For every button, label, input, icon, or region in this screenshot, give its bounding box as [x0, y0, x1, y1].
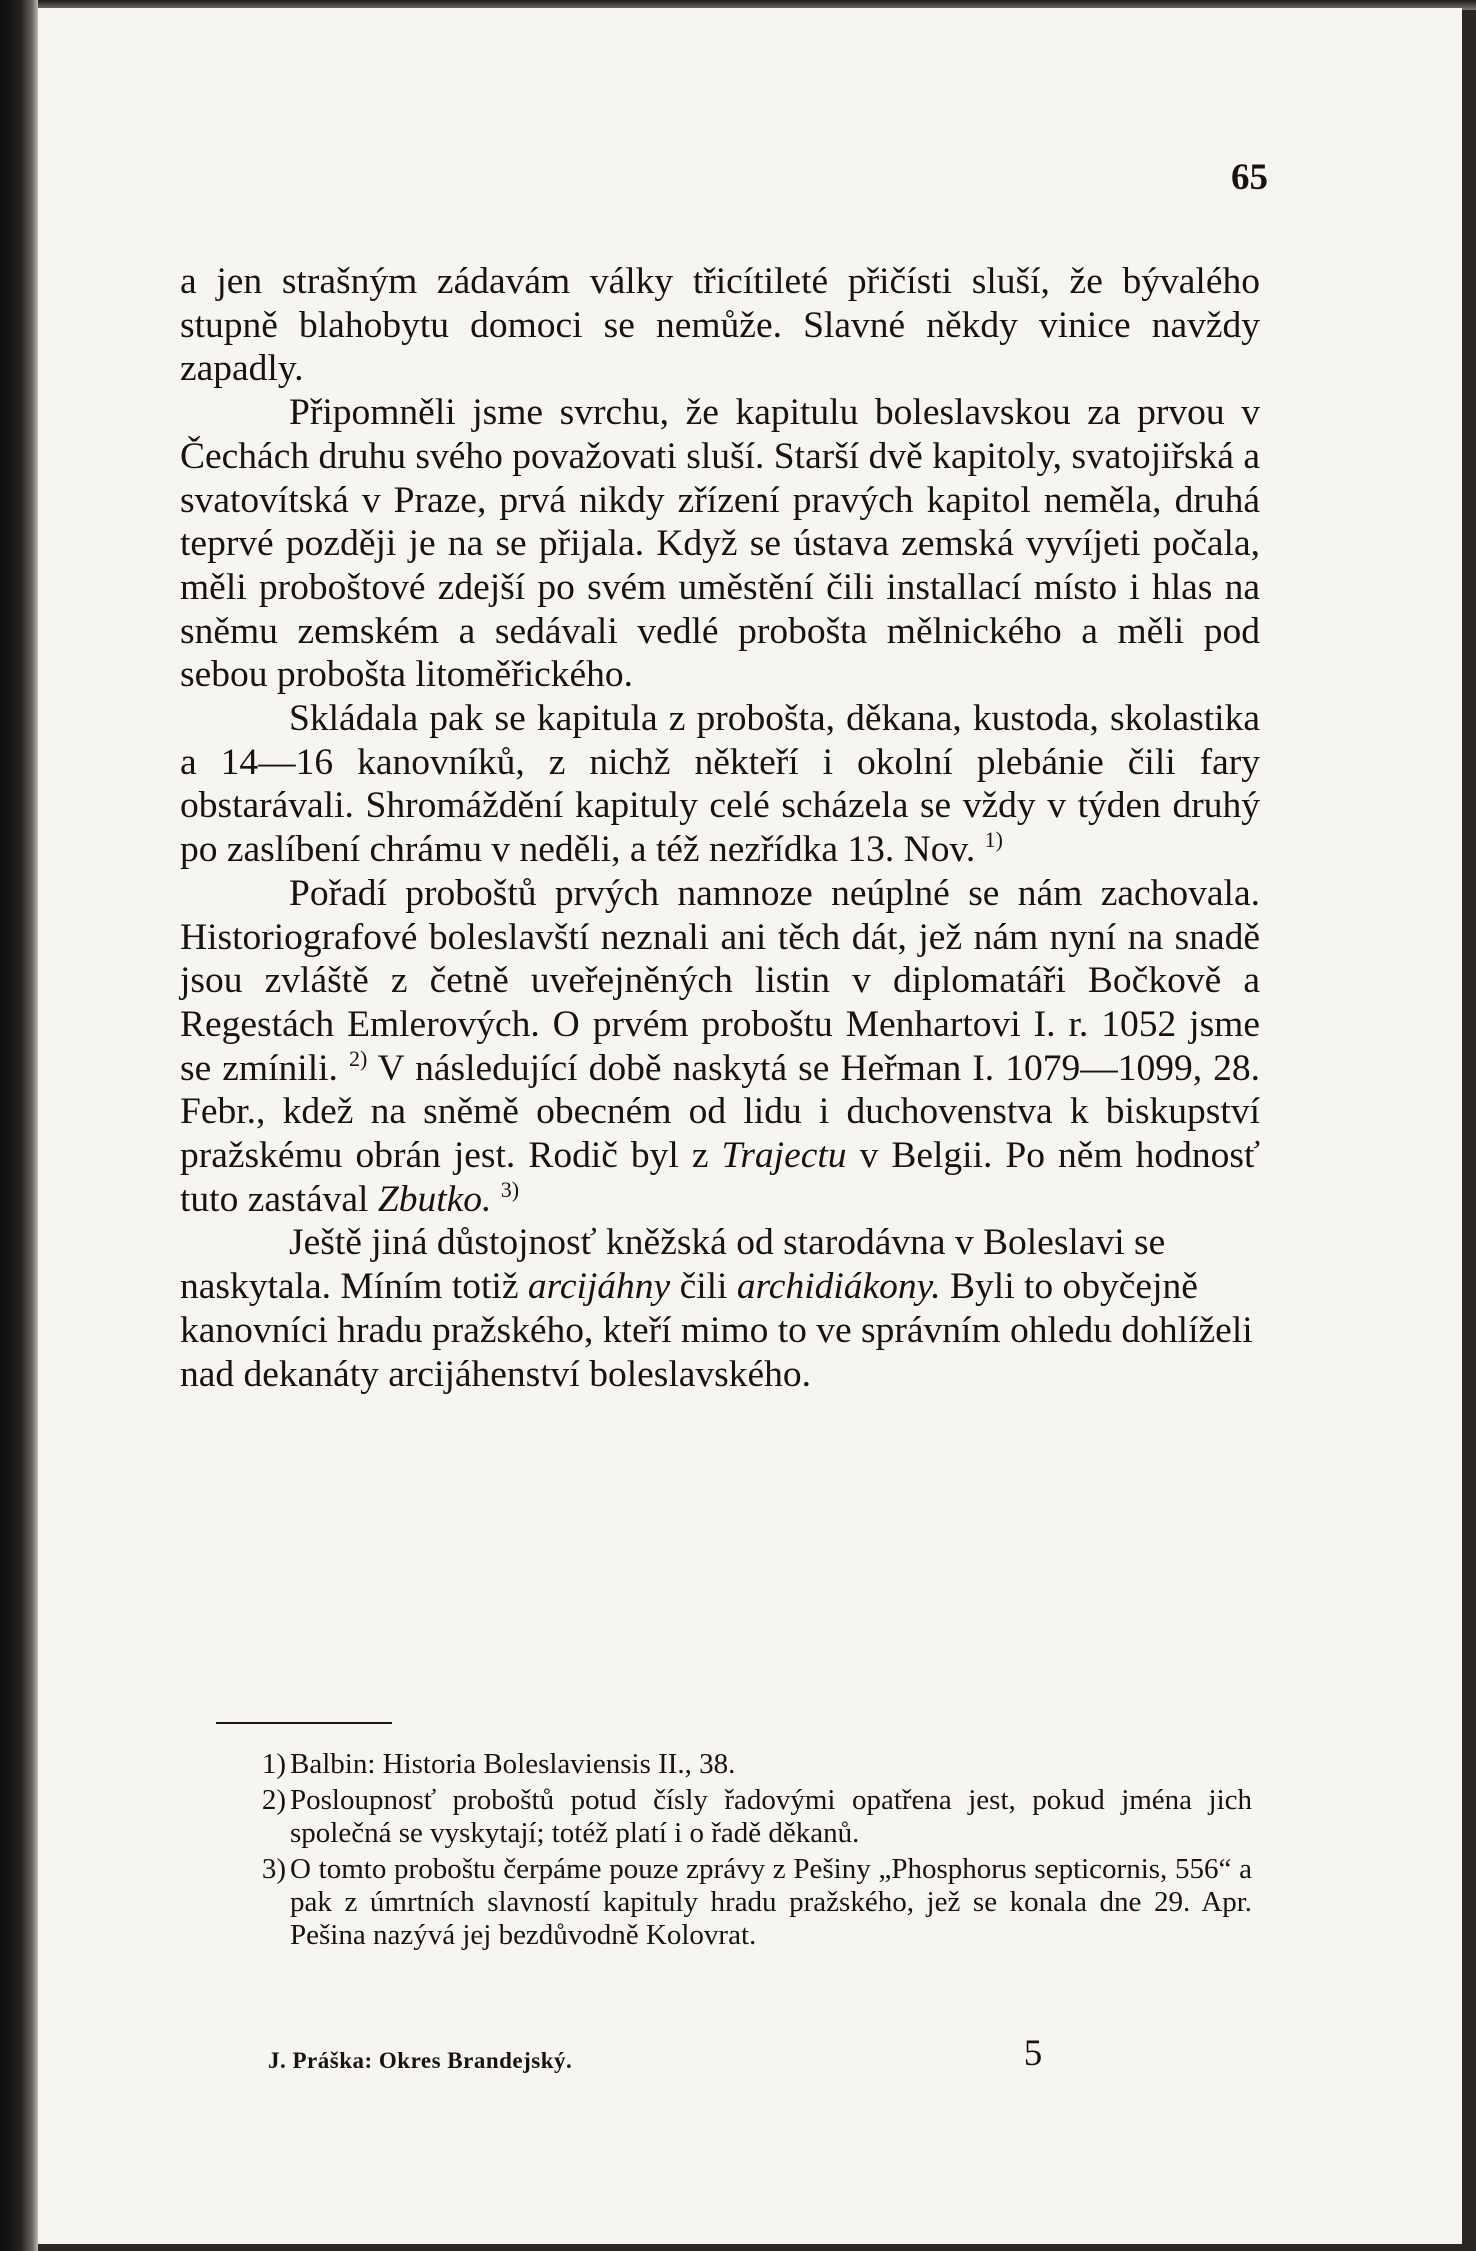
- italic-trajectu: Trajectu: [721, 1135, 847, 1177]
- paragraph-3: [180, 697, 1260, 872]
- paragraph-4-text: Pořadí proboštů prvých namnoze neúplné se nám zachovala. Historiografové boleslavští neznali ani těch dát, jež nám nyní na snadě jsou zvláště z četně uveřejněných listin v diplomatáři Bočkově a Regestách Emlerových. O prvém proboštu Menhartovi I. r. 1052 jsme se zmínili.: [180, 872, 1260, 1089]
- footnotes: [261, 1748, 1252, 1955]
- footnote-1-text: Balbin: Historia Boleslaviensis II., 38.: [290, 1748, 736, 1780]
- footnote-1-marker: 1): [261, 1748, 286, 1780]
- footnote-1: [261, 1748, 1252, 1781]
- paragraph-1-text: a jen strašným zádavám války třicítileté přičísti sluší, že bývalého stupně blahobytu domoci se nemůže. Slavné někdy vinice navždy zapadly.: [180, 261, 1260, 390]
- footnote-2-marker: 2): [261, 1784, 286, 1816]
- paragraph-2: [180, 391, 1260, 697]
- paragraph-4-text-2: V následující době naskytá se Heřman I. 1079—1099, 28. Febr., kdež na sněmě obecném od lidu i duchovenstva k biskupství pražskému obrán jest. Rodič byl z: [180, 1047, 1261, 1177]
- scan-left-edge: [0, 0, 38, 2251]
- paragraph-3-text: Skládala pak se kapitula z probošta, děkana, kustoda, skolastika a 14—16 kanovníků, z nichž někteří i okolní plebánie čili fary obstarávali. Shromáždění kapituly celé scházela se vždy v týden druhý po zaslíbení chrámu v neděli, a též nezřídka 13. Nov.: [180, 698, 1260, 871]
- paragraph-1: [180, 260, 1260, 391]
- book-page: [38, 8, 1462, 2244]
- footnote-3-text: O tomto proboštu čerpáme pouze zprávy z Pešiny „Phosphorus septicornis, 556“ a pak z úmrtních slavností kapituly hradu pražského, jež se konala dne 29. Apr. Pešina nazývá jej bezdůvodně Kolovrat.: [290, 1853, 1252, 1951]
- footnote-2-text: Posloupnosť proboštů potud čísly řadovými opatřena jest, pokud jména jich společná se vyskytají; totéž platí i o řadě děkanů.: [290, 1784, 1252, 1849]
- paragraph-2-text: Připomněli jsme svrchu, že kapitulu boleslavskou za prvou v Čechách druhu svého považovati sluší. Starší dvě kapitoly, svatojiřská a svatovítská v Praze, prvá nikdy zřízení pravých kapitol neměla, druhá teprvé později je na se přijala. Když se ústava zemská vyvíjeti počala, měli proboštové zdejší po svém uměstění čili installací místo i hlas na sněmu zemském a sedávali vedlé probošta mělnického a měli pod sebou probošta litoměřického.: [180, 392, 1260, 696]
- footnote-3: [261, 1853, 1252, 1952]
- footnote-divider: [216, 1722, 392, 1724]
- italic-archidiakony: archidiákony.: [736, 1266, 941, 1308]
- paragraph-5: [180, 1221, 1260, 1396]
- signature-line: J. Práška: Okres Brandejský.: [268, 2048, 573, 2073]
- paragraph-5-text: Ještě jiná důstojnosť kněžská od starodávna v Boleslavi se naskytala. Míním totiž: [180, 1222, 1166, 1308]
- paragraph-5-text-3: Byli to obyčejně kanovníci hradu pražského, kteří mimo to ve správním ohledu dohlíželi nad dekanáty arcijáhenství boleslavského.: [180, 1266, 1253, 1395]
- footnote-2: [261, 1784, 1252, 1850]
- sheet-number: 5: [1023, 2033, 1043, 2074]
- page-number: 65: [1231, 157, 1268, 198]
- footnote-ref-2: 2): [348, 1045, 368, 1071]
- footnote-ref-1: 1): [984, 827, 1003, 853]
- italic-zbutko: Zbutko.: [377, 1178, 492, 1220]
- body-text: [180, 260, 1260, 1396]
- paragraph-5-text-2: čili: [670, 1266, 737, 1308]
- paragraph-4: [180, 872, 1260, 1222]
- italic-arcijahny: arcijáhny: [527, 1266, 671, 1308]
- paragraph-4-text-3: v Belgii. Po něm hodnosť tuto zastával: [180, 1135, 1260, 1220]
- footnote-ref-3: 3): [500, 1176, 520, 1202]
- footnote-3-marker: 3): [261, 1853, 286, 1885]
